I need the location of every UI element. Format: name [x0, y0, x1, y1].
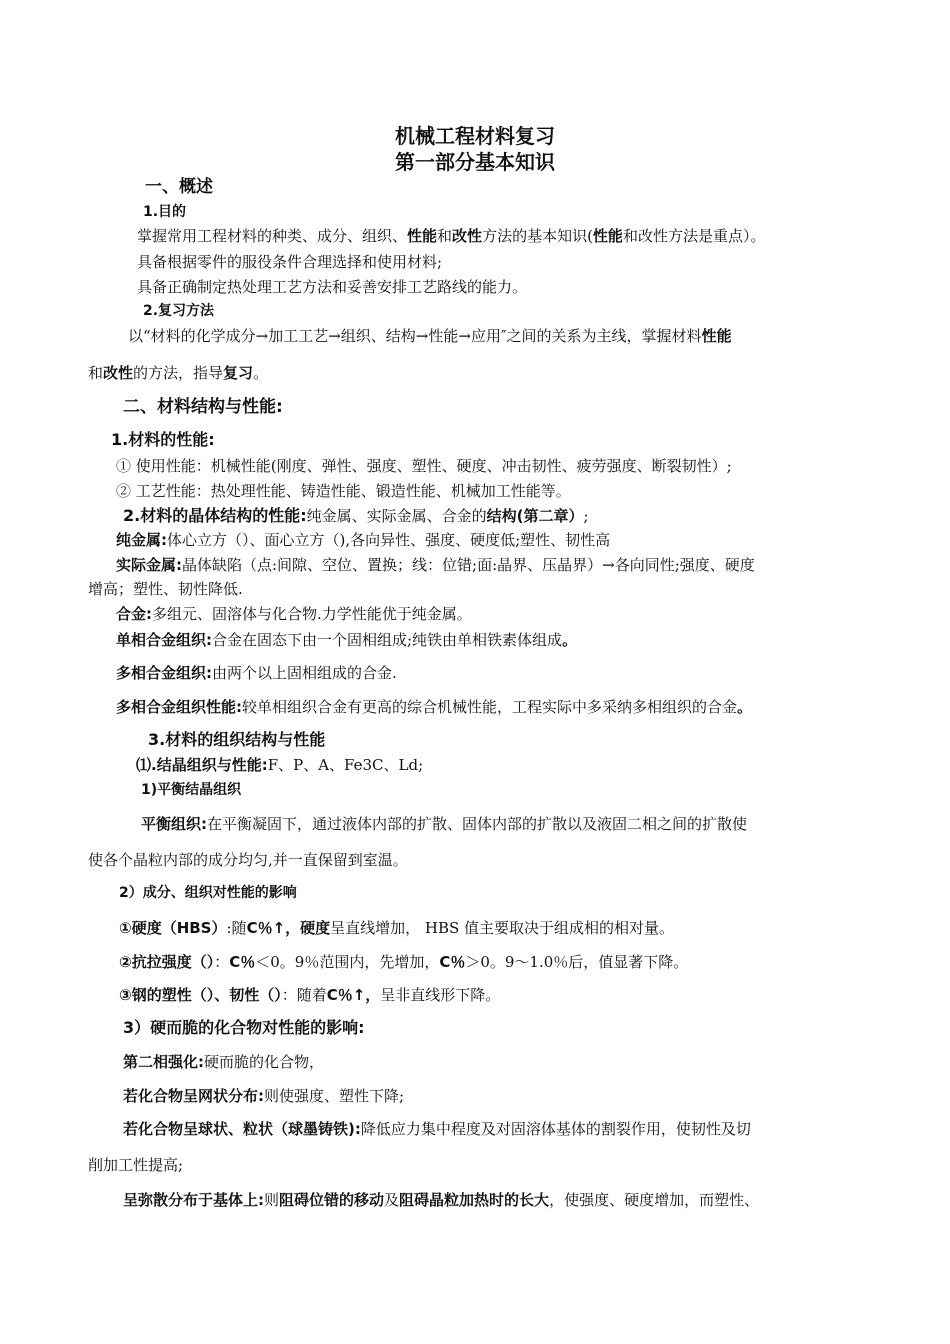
text: 硬而脆的化合物， — [204, 1053, 325, 1071]
text: ，使强度、硬度增加，而塑性、 — [549, 1191, 760, 1209]
text: 多组元、固溶体与化合物.力学性能优于纯金属。 — [152, 605, 472, 623]
bold-text: C％ — [439, 953, 466, 971]
purpose-line-3: 具备正确制定热处理工艺方法和妥善安排工艺路线的能力。 — [137, 278, 528, 296]
real-metal-line-2: 增高；塑性、韧性降低. — [88, 580, 243, 598]
text: 和改性方法是重点）。 — [622, 227, 766, 245]
text: ; — [583, 507, 589, 525]
section-2-heading: 二、材料结构与性能: — [123, 397, 283, 417]
bold-text: C％↑，硬度 — [246, 919, 331, 937]
text: 以“材料的化学成分→加工工艺→组织、结构→性能→应用″之间的关系为主线，掌握材料 — [128, 327, 702, 345]
process-properties-item: ② 工艺性能：热处理性能、铸造性能、锻造性能、机械加工性能等。 — [116, 482, 571, 500]
bold-label: ②抗拉强度（） — [119, 953, 215, 971]
bold-label: 多相合金组织性能: — [116, 698, 242, 716]
text: :随 — [226, 919, 247, 937]
microstructure-heading: 3.材料的组织结构与性能 — [148, 730, 326, 749]
real-metal-line-1 — [116, 555, 755, 575]
bold-text: 阻碍位错的移动 — [279, 1191, 385, 1209]
crystal-structure-heading — [123, 506, 589, 526]
spheroidal-line-2: 削加工性提高; — [88, 1156, 184, 1174]
text: 较单相组织合金有更高的综合机械性能，工程实际中多采纳多相组织的合金 — [242, 698, 738, 716]
text: 体心立方（）、面心立方（),各向异性、强度、硬度低;塑性、韧性高 — [167, 531, 611, 549]
text: 纯金属、实际金属、合金的 — [306, 507, 487, 525]
text: 和 — [437, 227, 453, 245]
text: 和 — [88, 364, 104, 382]
bold-label: ③钢的塑性（）、韧性（） — [119, 986, 282, 1004]
text: 则使强度、塑性下降; — [264, 1087, 405, 1105]
composition-influence-heading: 2）成分、组织对性能的影响 — [119, 885, 297, 901]
bold-text: C％ — [229, 953, 256, 971]
method-line-1 — [128, 326, 732, 346]
text: ＜0。9％范围内，先增加， — [255, 953, 440, 971]
bold-label: 多相合金组织: — [116, 664, 212, 682]
section-1-heading: 一、概述 — [145, 177, 213, 197]
text: ：随着 — [281, 986, 327, 1004]
bold-label: 单相合金组织: — [116, 631, 212, 649]
crystallization-line — [136, 755, 423, 775]
bold-label: 第二相强化: — [123, 1053, 204, 1071]
bold-text: 阻碍晶粒加热时的长大 — [399, 1191, 550, 1209]
bold-label: ⑴.结晶组织与性能: — [136, 756, 268, 774]
equilibrium-heading: 1)平衡结晶组织 — [141, 782, 242, 798]
text: 呈非直线形下降。 — [380, 986, 501, 1004]
bold-text: 性能 — [407, 227, 438, 245]
equilibrium-line-2: 使各个晶粒内部的成分均匀,并一直保留到室温。 — [88, 851, 408, 869]
text: 。 — [253, 364, 269, 382]
bold-label: 实际金属: — [116, 556, 182, 574]
bold-label: 平衡组织: — [141, 815, 207, 833]
bold-text: 。 — [737, 698, 753, 716]
material-properties-heading: 1.材料的性能: — [111, 430, 215, 449]
bold-label: 呈弥散分布于基体上: — [123, 1191, 264, 1209]
document-title: 机械工程材料复习 — [395, 124, 555, 148]
text: 由两个以上固相组成的合金. — [212, 664, 397, 682]
dispersed-line — [123, 1190, 759, 1210]
bold-label: 若化合物呈网状分布: — [123, 1087, 264, 1105]
spheroidal-line-1 — [123, 1119, 751, 1139]
equilibrium-line-1 — [141, 814, 747, 834]
text: 合金在固态下由一个固相组成;纯铁由单相铁素体组成 — [212, 631, 563, 649]
network-line — [123, 1086, 404, 1106]
text: 掌握常用工程材料的种类、成分、组织、 — [137, 227, 408, 245]
multi-phase-line — [116, 663, 397, 683]
plasticity-line — [119, 985, 500, 1005]
hardness-line — [119, 918, 674, 938]
second-phase-line — [123, 1052, 324, 1072]
purpose-line-2: 具备根据零件的服役条件合理选择和使用材料; — [137, 253, 443, 271]
pure-metal-line — [116, 530, 610, 550]
document-subtitle: 第一部分基本知识 — [395, 150, 555, 174]
bold-text: 性能 — [701, 327, 732, 345]
bold-label: 若化合物呈球状、粒状（球墨铸铁): — [123, 1120, 361, 1138]
text: F、P、A、Fe3C、Ld; — [267, 756, 424, 774]
text: 降低应力集中程度及对固溶体基体的割裂作用，使韧性及切 — [360, 1120, 751, 1138]
multi-phase-performance-line — [116, 697, 752, 717]
bold-text: 2.材料的晶体结构的性能: — [123, 506, 307, 525]
text: ＞0。9～1.0％后，值显著下降。 — [465, 953, 689, 971]
text: 则 — [264, 1191, 280, 1209]
bold-text: 结构(第二章） — [486, 507, 584, 525]
bold-label: 合金: — [116, 605, 152, 623]
text: 呈直线增加， HBS 值主要取决于组成相的相对量。 — [330, 919, 675, 937]
bold-text: 改性 — [452, 227, 483, 245]
text: 方法的基本知识( — [482, 227, 593, 245]
method-line-2 — [88, 363, 268, 383]
bold-label: 纯金属: — [116, 531, 167, 549]
purpose-line-1 — [137, 226, 765, 246]
use-properties-item: ① 使用性能：机械性能(刚度、弹性、强度、塑性、硬度、冲击韧性、疲劳强度、断裂韧性）; — [116, 457, 732, 475]
brittle-compound-heading: 3）硬而脆的化合物对性能的影响: — [123, 1018, 365, 1037]
method-heading: 2.复习方法 — [143, 303, 215, 319]
tensile-strength-line — [119, 952, 688, 972]
text: ： — [214, 953, 230, 971]
bold-text: 复习 — [223, 364, 254, 382]
text: 及 — [384, 1191, 400, 1209]
bold-text: 性能 — [592, 227, 623, 245]
text: 的方法，指导 — [133, 364, 224, 382]
text: 在平衡凝固下，通过液体内部的扩散、固体内部的扩散以及液固二相之间的扩散使 — [207, 815, 748, 833]
purpose-heading: 1.目的 — [143, 204, 187, 220]
text: 晶体缺陷（点:间隙、空位、置换；线：位错;面:晶界、压晶界）→各向同性;强度、硬度 — [182, 556, 755, 574]
bold-text: 。 — [562, 631, 578, 649]
bold-text: C％↑， — [326, 986, 381, 1004]
bold-text: 改性 — [103, 364, 134, 382]
alloy-line — [116, 604, 472, 624]
bold-label: ①硬度（HBS） — [119, 919, 227, 937]
single-phase-line — [116, 630, 577, 650]
